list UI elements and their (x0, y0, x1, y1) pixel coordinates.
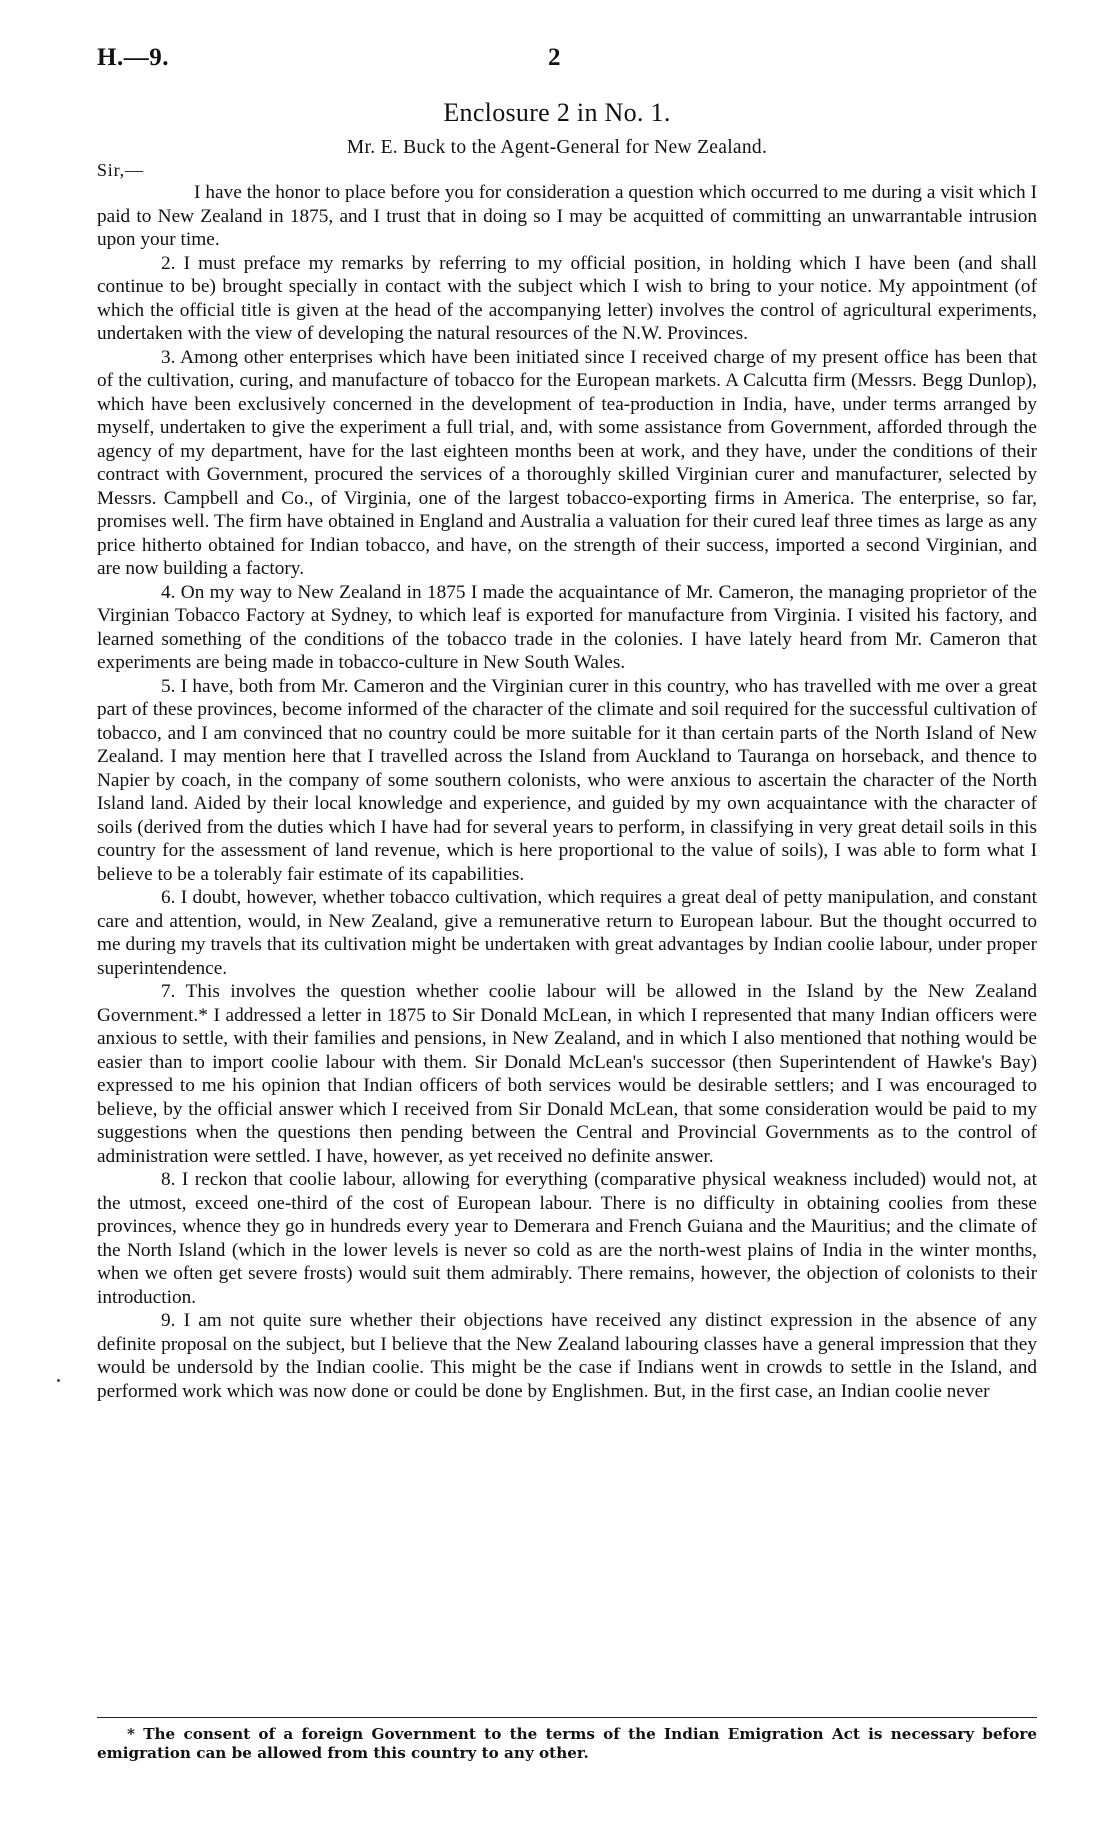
paragraph-8: 8. I reckon that coolie labour, allowing for everything (comparative physical weakness included) would not, at the utmost, exceed one-third of the cost of European labour. There is no difficulty in obtaining coolies from these provinces, whence they go in hundreds every year to Demerara and French Guiana and the Mauritius; and the climate of the North Island (which in the lower levels is never so cold as are the north-west plains of India in the winter months, when we often get severe frosts) would suit them admirably. There remains, however, the objection of colonists to their introduction. (97, 1169, 1037, 1308)
paragraph-6: 6. I doubt, however, whether tobacco cultivation, which requires a great deal of petty manipulation, and constant care and attention, would, in New Zealand, give a remunerative return to European labour. But the thought occurred to me during my travels that its cultivation might be undertaken with great advantages by Indian coolie labour, under proper superintendence. (97, 887, 1037, 979)
paragraph-7: 7. This involves the question whether coolie labour will be allowed in the Island by the New Zealand Government.* I addressed a letter in 1875 to Sir Donald McLean, in which I represented that many Indian officers were anxious to settle, with their families and pensions, in New Zealand, and in which I also mentioned that nothing would be easier than to import coolie labour with them. Sir Donald McLean's successor (then Superintendent of Hawke's Bay) expressed to me his opinion that Indian officers of both services would be desirable settlers; and I was encouraged to believe, by the official answer which I received from Sir Donald McLean, that some consideration would be paid to my suggestions when the questions then pending between the Central and Provincial Governments as to the control of administration were settled. I have, however, as yet received no definite answer. (97, 981, 1037, 1167)
margin-mark (57, 1379, 60, 1382)
paragraph-5: 5. I have, both from Mr. Cameron and the Virginian curer in this country, who has travelled with me over a great part of these provinces, become informed of the character of the climate and soil required for the successful cultivation of tobacco, and I am convinced that no country could be more suitable for it than certain parts of the North Island of New Zealand. I may mention here that I travelled across the Island from Auckland to Tauranga on horseback, and thence to Napier by coach, in the company of some southern colonists, who were anxious to ascertain the character of the North Island land. Aided by their local knowledge and experience, and guided by my own acquaintance with the character of soils (derived from the duties which I have had for several years to perform, in classifying in very great detail soils in this country for the assessment of land revenue, which is here proportional to the value of soils), I was able to form what I believe to be a tolerably fair estimate of its capabilities. (97, 675, 1037, 885)
paragraph-4: 4. On my way to New Zealand in 1875 I made the acquaintance of Mr. Cameron, the managing proprietor of the Virginian Tobacco Factory at Sydney, to which leaf is exported for manufacture from Virginia. I visited his factory, and learned something of the conditions of the tobacco trade in the colonies. I have lately heard from Mr. Cameron that experiments are being made in tobacco-culture in New South Wales. (97, 581, 1037, 673)
enclosure-title: Enclosure 2 in No. 1. (443, 98, 671, 127)
document-reference: H.—9. (97, 44, 169, 71)
paragraph-1: I have the honor to place before you for consideration a question which occurred to me during a visit which I paid to New Zealand in 1875, and I trust that in doing so I may be acquitted of committing an unwarrantable intrusion upon your time. (97, 182, 1037, 250)
paragraph-2: 2. I must preface my remarks by referring to my official position, in holding which I have been (and shall continue to be) brought specially in contact with the subject which I wish to bring to your notice. My appointment (of which the official title is given at the head of the accompanying letter) involves the control of agricultural experiments, undertaken with the view of developing the natural resources of the N.W. Provinces. (97, 252, 1037, 344)
page-number: 2 (548, 44, 561, 71)
footnote-divider (97, 1717, 1037, 1718)
footnote: * The consent of a foreign Government to the terms of the Indian Emigration Act is necessary before emigration can be allowed from this country to any other. (97, 1725, 1037, 1762)
paragraph-9: 9. I am not quite sure whether their objections have received any distinct expression in the absence of any definite proposal on the subject, but I believe that the New Zealand labouring classes have a general impression that they would be undersold by the Indian coolie. This might be the case if Indians went in crowds to settle in the Island, and performed work which was now done or could be done by Englishmen. But, in the first case, an Indian coolie never (97, 1310, 1037, 1402)
paragraph-3: 3. Among other enterprises which have been initiated since I received charge of my present office has been that of the cultivation, curing, and manufacture of tobacco for the European markets. A Calcutta firm (Messrs. Begg Dunlop), which have been exclusively concerned in the development of tea-production in India, have, under terms arranged by myself, undertaken to give the experiment a full trial, and, with some assistance from Government, afforded through the agency of my department, have for the last eighteen months been at work, and they have, under the conditions of their contract with Government, procured the services of a thoroughly skilled Virginian curer and manufacturer, selected by Messrs. Campbell and Co., of Virginia, one of the largest tobacco-exporting firms in America. The enterprise, so far, promises well. The firm have obtained in England and Australia a valuation for their cured leaf three times as large as any price hitherto obtained for Indian tobacco, and have, on the strength of their success, imported a second Virginian, and are now building a factory. (97, 346, 1037, 579)
letter-body (97, 181, 1037, 1403)
salutation: Sir,— (97, 160, 144, 180)
letter-subtitle: Mr. E. Buck to the Agent-General for New Zealand. (346, 137, 768, 158)
